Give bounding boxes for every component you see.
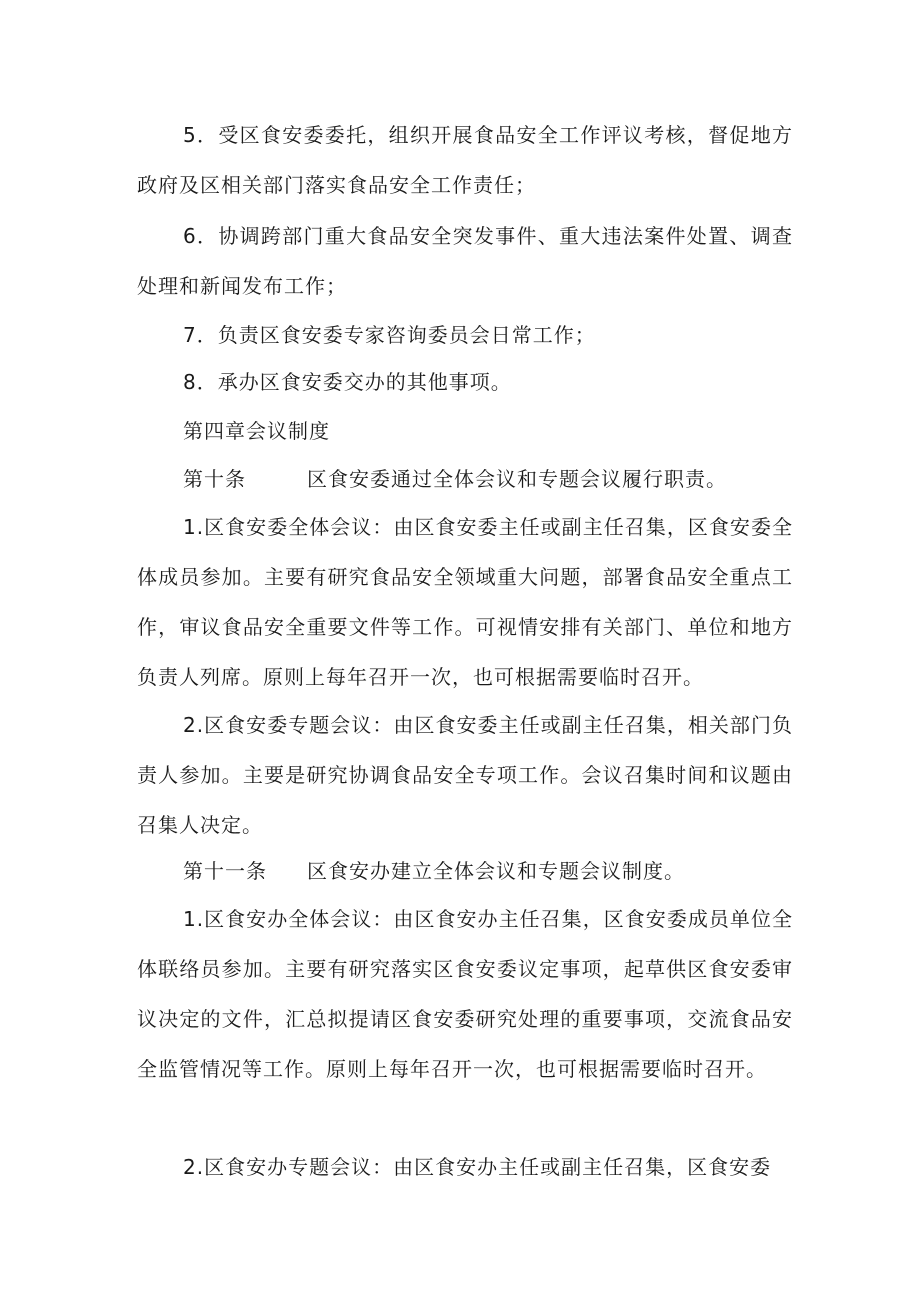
chapter-heading: 第四章会议制度	[183, 419, 330, 443]
paragraph-item-8: 8．承办区食安委交办的其他事项。	[183, 370, 512, 394]
article-11-item-2: 2.区食安办专题会议：由区食安办主任或副主任召集，区食安委	[183, 1155, 772, 1179]
article-11-label: 第十一条	[183, 859, 267, 883]
article-10-item-1: 1.区食安委全体会议：由区食安委主任或副主任召集，区食安委全体成员参加。主要有研究食品安全领域重大问题，部署食品安全重点工作，审议食品安全重要文件等工作。可视情安排有关部门、单位和地方负责人列席。原则上每年召开一次，也可根据需要临时召开。	[137, 515, 793, 689]
paragraph-item-6: 6．协调跨部门重大食品安全突发事件、重大违法案件处置、调查处理和新闻发布工作；	[137, 224, 793, 298]
article-10-line	[183, 454, 727, 504]
paragraph-item-7: 7．负责区食安委专家咨询委员会日常工作；	[183, 323, 596, 347]
article-11-line	[183, 846, 685, 896]
paragraph-item-5: 5．受区食安委委托，组织开展食品安全工作评议考核，督促地方政府及区相关部门落实食品安全工作责任；	[137, 123, 793, 197]
article-10-label: 第十条	[183, 467, 246, 491]
article-11-item-1: 1.区食安办全体会议：由区食安办主任召集，区食安委成员单位全体联络员参加。主要有研究落实区食安委议定事项，起草供区食安委审议决定的文件，汇总拟提请区食安委研究处理的重要事项，交流食品安全监管情况等工作。原则上每年召开一次，也可根据需要临时召开。	[137, 907, 793, 1081]
article-10-text: 区食安委通过全体会议和专题会议履行职责。	[307, 467, 727, 491]
article-10-item-2: 2.区食安委专题会议：由区食安委主任或副主任召集，相关部门负责人参加。主要是研究协调食品安全专项工作。会议召集时间和议题由召集人决定。	[137, 713, 793, 837]
article-11-text: 区食安办建立全体会议和专题会议制度。	[307, 859, 685, 883]
